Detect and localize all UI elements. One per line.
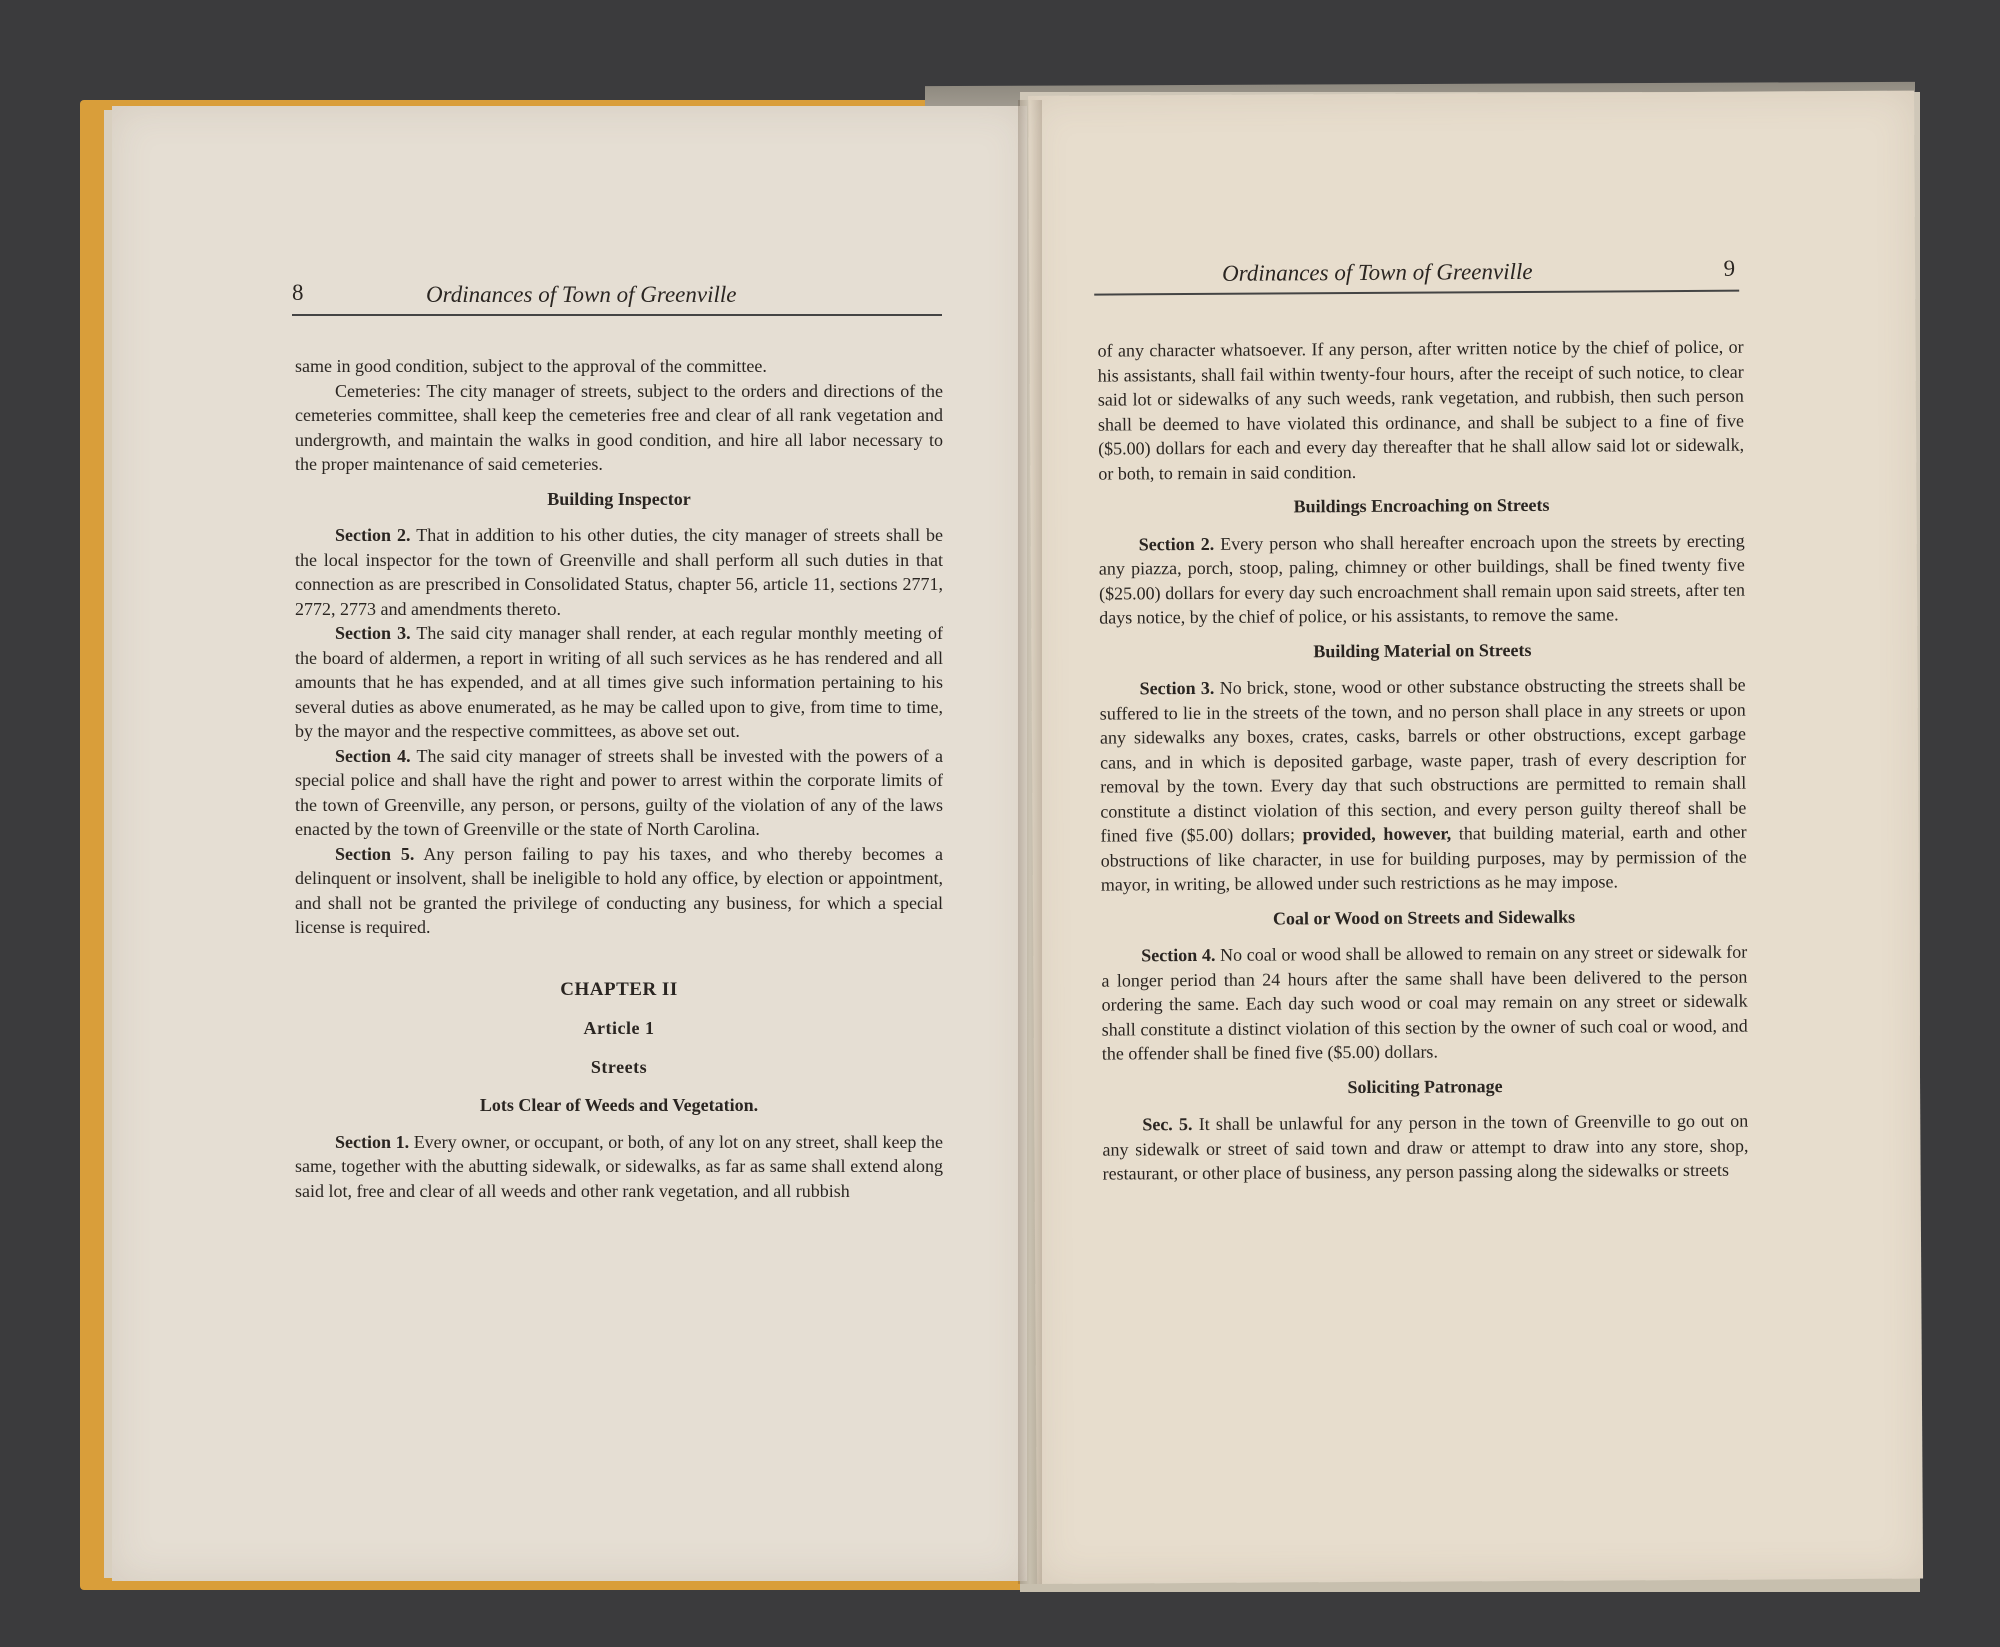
- right-page-body: [1097, 335, 1748, 1186]
- page-number: 8: [292, 280, 304, 305]
- left-page-body: [295, 354, 943, 1203]
- heading-lots-clear: Lots Clear of Weeds and Vegetation.: [479, 1095, 759, 1115]
- book-gutter: [1018, 100, 1042, 1584]
- section-3: [1100, 673, 1747, 897]
- section-5: [1102, 1109, 1748, 1186]
- section-text: that building material, earth and other obstructions of like character, in use for building purposes, may by permission of the mayor, in writing, be allowed under such restrictions as he may impose.: [1100, 821, 1747, 895]
- running-title: Ordinances of Town of Greenville: [1222, 258, 1533, 286]
- section-2: [295, 523, 943, 621]
- section-label: Section 3.: [335, 623, 411, 643]
- section-text: That in addition to his other duties, the city manager of streets shall be the local inspector for the town of Greenville and shall perform all such duties in that connection as are prescribed in Consolidated Status, chapter 56, article 11, sections 2771, 2772, 2773 and amendments thereto.: [295, 525, 944, 619]
- section-5: [295, 842, 943, 940]
- article-heading: Article 1: [583, 1018, 655, 1038]
- section-label: Section 5.: [335, 843, 415, 864]
- section-text: The said city manager of streets shall be invested with the powers of a special police and shall have the right and power to arrest within the corporate limits of the town of Greenville, any person, or persons, guilty of the violation of any of the laws enacted by the town of Greenville or the state of North Carolina.: [295, 745, 943, 839]
- section-label: Section 1.: [335, 1131, 410, 1152]
- section-text: Every owner, or occupant, or both, of any lot on any street, shall keep the same, together with the abutting sidewalk, or sidewalks, as far as same shall extend along said lot, free and clear of all weeds and other rank vegetation, and all rubbish: [295, 1131, 944, 1201]
- section-label: Section 3.: [1139, 677, 1215, 699]
- left-page: [112, 106, 1027, 1581]
- left-page-header: [292, 274, 942, 316]
- section-text: It shall be unlawful for any person in the town of Greenville to go out on any sidewalk or street of said town and draw or attempt to draw into any store, shop, restaurant, or other place of business, any person passing along the sidewalks or streets: [1102, 1110, 1749, 1184]
- section-4: [295, 744, 943, 842]
- paragraph: of any character whatsoever. If any person, after written notice by the chief of police, or his assistants, shall fail within twenty-four hours, after the receipt of such notice, to clear said lot or sidewalks of any such weeds, rank vegetation, and rubbish, then such person shall be deemed to have violated this ordinance, and shall be subject to a fine of five ($5.00) dollars for each and every day thereafter that he shall allow said lot or sidewalk, or both, to remain in said condition.: [1097, 336, 1745, 484]
- running-title: Ordinances of Town of Greenville: [426, 282, 737, 307]
- section-3: [295, 621, 943, 744]
- left-page-edges: [104, 110, 112, 1578]
- section-label: Sec. 5.: [1142, 1114, 1193, 1135]
- section-1: [295, 1130, 943, 1204]
- heading-building-material: Building Material on Streets: [1313, 639, 1532, 661]
- section-text: Every person who shall hereafter encroach upon the streets by erecting any piazza, porch, stoop, paling, chimney or other buildings, shall be fined twenty five ($25.00) dollars for every day such encroachment shall remain upon said streets, after ten days notice, by the chief of police, or his assistants, to remove the same.: [1098, 530, 1746, 628]
- paragraph-cemeteries: Cemeteries: The city manager of streets, subject to the orders and directions of the cemeteries committee, shall keep the cemeteries free and clear of all rank vegetation and undergrowth, and maintain the walks in good condition, and hire all labor necessary to the proper maintenance of said cemeteries.: [295, 380, 943, 474]
- section-label: Section 4.: [1141, 944, 1216, 966]
- section-label: Section 4.: [335, 745, 411, 766]
- section-text: No brick, stone, wood or other substance obstructing the streets shall be suffered to lie in the streets of the town, and no person shall place in any streets or upon any sidewalks any boxes, crates, casks, barrels or other obstructions, except garbage cans, and in which is deposited garbage, waste paper, trash of every description for removal by the town. Every day that such obstructions are permitted to remain shall constitute a distinct violation of this section, and every person guilty thereof shall be fined five ($5.00) dollars;: [1099, 674, 1747, 846]
- heading-soliciting: Soliciting Patronage: [1347, 1075, 1503, 1097]
- section-label: Section 2.: [335, 525, 411, 545]
- section-2: [1099, 528, 1746, 630]
- heading-coal-wood: Coal or Wood on Streets and Sidewalks: [1272, 906, 1576, 929]
- paragraph: same in good condition, subject to the approval of the committee.: [295, 356, 767, 376]
- chapter-heading: CHAPTER II: [560, 978, 678, 1000]
- section-text: No coal or wood shall be allowed to remain on any street or sidewalk for a longer period than 24 hours after the same shall have been delivered to the person ordering the same. Each day such wood or coal may remain on any street or sidewalk shall constitute a distinct violation of this section by the owner of such coal or wood, and the offender shall be fined five ($5.00) dollars.: [1101, 941, 1748, 1064]
- streets-heading: Streets: [590, 1056, 648, 1077]
- heading-building-inspector: Building Inspector: [547, 488, 691, 509]
- right-page-header: [1094, 250, 1739, 296]
- right-page: [1028, 91, 1923, 1584]
- section-4: [1101, 940, 1748, 1066]
- heading-encroaching: Buildings Encroaching on Streets: [1293, 494, 1550, 517]
- page-number: 9: [1723, 255, 1736, 281]
- section-text: The said city manager shall render, at each regular monthly meeting of the board of aldermen, a report in writing of all such services as he has rendered and all amounts that he has expended, and at all times give such information pertaining to his several duties as above enumerated, as he may be called upon to give, from time to time, by the mayor and the respective committees, as above set out.: [295, 623, 943, 741]
- provided-however: provided, however,: [1302, 823, 1452, 845]
- section-label: Section 2.: [1138, 533, 1215, 554]
- section-text: Any person failing to pay his taxes, and who thereby becomes a delinquent or insolvent, shall be ineligible to hold any office, by election or appointment, and shall not be granted the privilege of conducting any business, for which a special license is required.: [295, 843, 943, 937]
